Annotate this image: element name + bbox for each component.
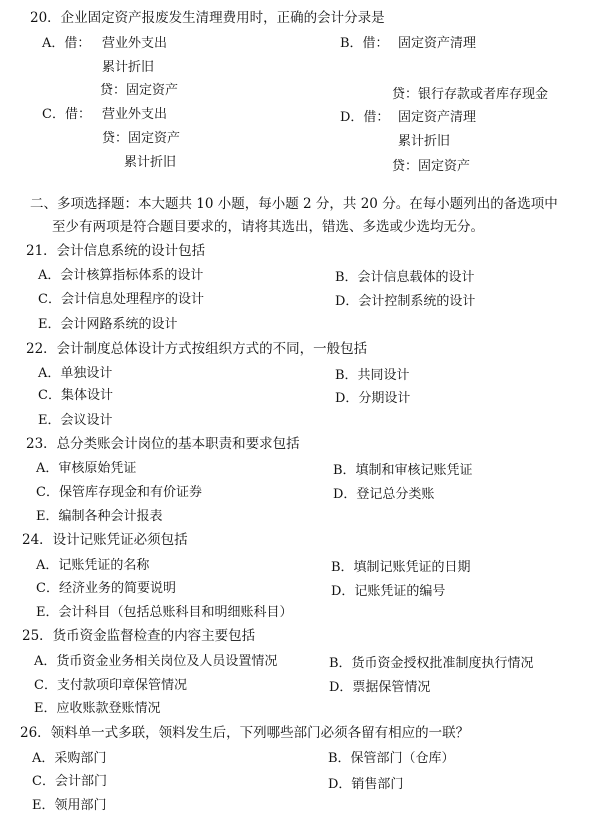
q20-option-b-line2: 贷：银行存款或者库存现金 (392, 87, 549, 102)
q24-option-d: D．记账凭证的编号 (331, 584, 446, 599)
question-24-stem: 24．设计记账凭证必须包括 (22, 532, 188, 548)
q21-option-d: D．会计控制系统的设计 (335, 294, 476, 309)
q25-option-d: D．票据保管情况 (329, 680, 431, 695)
q20-option-a-line1: 营业外支出 (102, 36, 168, 51)
question-21-stem: 21．会计信息系统的设计包括 (26, 243, 206, 259)
q25-option-c: C．支付款项印章保管情况 (34, 678, 187, 693)
q20-option-d-line1: 固定资产清理 (398, 110, 477, 125)
q20-option-c-line2: 贷：固定资产 (102, 131, 181, 146)
q20-option-b-line1: 固定资产清理 (398, 36, 477, 51)
q24-option-a: A．记账凭证的名称 (36, 558, 150, 573)
question-23-stem: 23．总分类账会计岗位的基本职责和要求包括 (26, 436, 300, 452)
q24-option-e: E．会计科目（包括总账科目和明细账科目） (36, 605, 293, 620)
question-26-stem: 26．领料单一式多联，领料发生后，下列哪些部门必须各留有相应的一联？ (20, 725, 470, 741)
question-22-stem: 22．会计制度总体设计方式按组织方式的不同，一般包括 (26, 341, 368, 357)
section-2-instructions-line2: 至少有两项是符合题目要求的，请将其选出，错选、多选或少选均无分。 (52, 219, 484, 235)
q23-option-a: A．审核原始凭证 (36, 461, 137, 476)
q21-option-c: C．会计信息处理程序的设计 (38, 292, 204, 307)
q21-option-a: A．会计核算指标体系的设计 (38, 268, 204, 283)
q22-option-b: B．共同设计 (335, 368, 410, 383)
q23-option-c: C．保管库存现金和有价证券 (36, 485, 202, 500)
q26-option-c: C．会计部门 (32, 774, 107, 789)
q21-option-e: E．会计网路系统的设计 (38, 317, 178, 332)
q24-option-b: B．填制记账凭证的日期 (331, 560, 471, 575)
q20-option-b-label: B．借： (340, 36, 389, 51)
q22-option-e: E．会议设计 (38, 413, 113, 428)
q22-option-c: C．集体设计 (38, 388, 113, 403)
q26-option-a: A．采购部门 (32, 751, 107, 766)
q20-option-a-line3: 贷：固定资产 (100, 83, 179, 98)
q25-option-a: A．货币资金业务相关岗位及人员设置情况 (34, 654, 278, 669)
q22-option-a: A．单独设计 (38, 366, 113, 381)
q20-option-d-label: D．借： (340, 110, 390, 125)
q21-option-b: B．会计信息载体的设计 (335, 270, 475, 285)
q20-option-c-label: C．借： (42, 107, 91, 122)
section-2-instructions-line1: 二、多项选择题：本大题共 10 小题，每小题 2 分，共 20 分。在每小题列出的备选项中 (30, 196, 558, 212)
q20-option-d-line2: 累计折旧 (398, 134, 451, 149)
question-25-stem: 25．货币资金监督检查的内容主要包括 (22, 628, 256, 644)
q22-option-d: D．分期设计 (335, 391, 411, 406)
q26-option-b: B．保管部门（仓库） (328, 751, 455, 766)
q26-option-d: D．销售部门 (328, 777, 404, 792)
q23-option-e: E．编制各种会计报表 (36, 509, 163, 524)
q26-option-e: E．领用部门 (32, 798, 107, 813)
q23-option-d: D．登记总分类账 (333, 487, 435, 502)
q20-option-d-line3: 贷：固定资产 (392, 159, 471, 174)
question-20-stem: 20．企业固定资产报废发生清理费用时，正确的会计分录是 (30, 10, 385, 26)
q23-option-b: B．填制和审核记账凭证 (333, 463, 473, 478)
q20-option-a-line2: 累计折旧 (102, 60, 155, 75)
q20-option-c-line1: 营业外支出 (102, 107, 168, 122)
q24-option-c: C．经济业务的简要说明 (36, 581, 176, 596)
q20-option-c-line3: 累计折旧 (124, 155, 177, 170)
q25-option-e: E．应收账款登账情况 (34, 701, 161, 716)
q25-option-b: B．货币资金授权批准制度执行情况 (329, 656, 534, 671)
q20-option-a-label: A．借： (42, 36, 91, 51)
